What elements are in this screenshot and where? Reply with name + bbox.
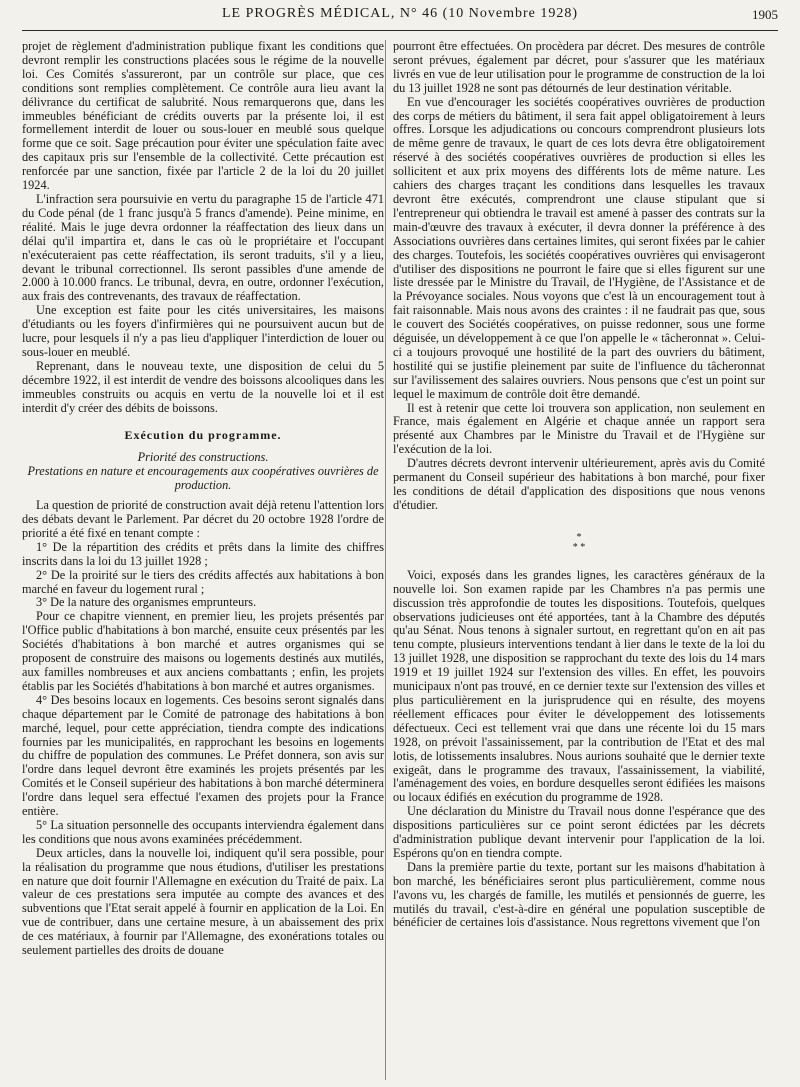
paragraph: Il est à retenir que cette loi trouvera son application, non seulement en France, mais également en Algérie et chaque année un rapport sera présenté aux Chambres par le Ministre du Travail et de l'Hygiène sur l'exécution de la loi.: [393, 400, 765, 457]
paragraph: Reprenant, dans le nouveau texte, une disposition de celui du 5 décembre 1922, il est interdit de vendre des boissons alcooliques dans les immeubles construits ou acquis en vertu de la nouvelle loi et il est interdit d'y créer des débits de boissons.: [22, 358, 384, 415]
paragraph: L'infraction sera poursuivie en vertu du paragraphe 15 de l'article 471 du Code pénal (de 1 franc jusqu'à 5 francs d'amende). Peine minime, en réalité. Mais le juge devra ordonner la réaffectation des lieux dans un délai qu'il impartira et, dans le cas où le propriétaire et l'occupant n'exécuteraient pas cette réaffectation, ils seront traduits, s'il y a lieu, devant le tribunal correctionnel. Ils seront passibles d'une amende de 2.000 à 10.000 francs. Le tribunal, devra, en outre, ordonner l'exécution, aux frais des contrevenants, des travaux de réaffectation.: [22, 191, 384, 304]
section-separator: [393, 533, 765, 553]
paragraph: Deux articles, dans la nouvelle loi, indiquent qu'il sera possible, pour la réalisation du programme que nous étudions, d'utiliser les prestations en nature que doit fournir l'Allemagne en exécution du Traité de paix. La valeur de ces prestations sera imputée au compte des avances et des subventions que l'Etat serait appelé à fournir en application de la Loi. En vue de contribuer, dans une certaine mesure, à un abaissement des prix de ces matériaux, à fournir par l'Allemagne, des exonérations totales ou seulement partielles des droits de douane: [22, 845, 384, 958]
paragraph: pourront être effectuées. On procèdera par décret. Des mesures de contrôle seront prévues, également par décret, pour s'assurer que les matériaux livrés en vue de leur utilisation pour le programme de construction de la loi du 13 juillet 1928 ne sont pas détournés de leur destination véritable.: [393, 39, 765, 95]
list-item: 3° De la nature des organismes emprunteurs.: [36, 595, 257, 610]
paragraph: Une déclaration du Ministre du Travail nous donne l'espérance que des dispositions particulières sur ce point seront édictées par les décrets d'administration publique devant intervenir pour l'application de la loi. Espérons qu'on en tiendra compte.: [393, 804, 765, 860]
page-number: 1905: [752, 7, 778, 22]
paragraph: projet de règlement d'administration publique fixant les conditions que devront remplir les constructions placées sous le régime de la nouvelle loi. Ces Comités s'assureront, par un contrôle sur place, que ces conditions sont remplies complètement. Ce contrôle aura lieu avant la délivrance du certificat de salubrité. Nous remarquerons que, dans les immeubles bénéficiant de crédits ouverts par la présente loi, il est formellement interdit de louer ou sous-louer en meublé sous quelque forme que ce soit. Sage précaution pour éviter une spéculation faite avec des capitaux pris sur l'ensemble de la collectivité. Cette précaution est renforcée par une sanction, fixée par l'article 2 de la loi du 20 juillet 1924.: [22, 39, 384, 193]
right-column: [393, 40, 765, 930]
separator-star: *: [576, 531, 582, 543]
paragraph: D'autres décrets devront intervenir ultérieurement, après avis du Comité permanent du Conseil supérieur des habitations à bon marché, pour fixer les conditions de détail d'application des dispositions que nous venons d'étudier.: [393, 456, 765, 512]
paragraph: Voici, exposés dans les grandes lignes, les caractères généraux de la nouvelle loi. Son examen rapide par les Chambres n'a pas permis une discussion très approfondie de toutes les dispositions. Toutefois, quelques observations judicieuses ont été apportées, tant à la Chambre des députés qu'au Sénat. Nous tenons à signaler surtout, en regrettant qu'on en ait pas tenu compte, plusieurs interventions tendant à lier dans le texte de la loi du 13 juillet 1928, une disposition se rapprochant du texte des lois du 14 mars 1919 et 19 juillet 1924 sur l'extension des villes. En effet, les pouvoirs municipaux n'ont pas trouvé, en ce dernier texte sur l'extension des villes et plus particulièrement en la jurisprudence qui en résulte, des moyens réellement efficaces pour éviter le développement des lotissements défectueux. Ceci est tellement vrai que dans une récente loi du 15 mars 1928, on prévoit l'assainissement, par la contribution de l'Etat et des mal lotis, de lotissements insalubres. Nous aurions souhaité que le dernier texte exigeât, dans le programme des travaux, l'assainissement, la viabilité, l'aménagement des voies, en bordure desquelles seront édifiées les maisons ou locaux édifiés en exécution du programme de 1928.: [393, 567, 765, 805]
paragraph: Une exception est faite pour les cités universitaires, les maisons d'étudiants ou les foyers d'infirmières qui ne poursuivent aucun but de lucre, pour lesquels il n'y a pas lieu d'appliquer l'interdiction de louer ou sous-louer en meublé.: [22, 303, 384, 359]
header-rule: [22, 30, 778, 31]
paragraph: La question de priorité de construction avait déjà retenu l'attention lors des débats devant le Parlement. Par décret du 20 octobre 1928 l'ordre de priorité a été fixé en tenant compte :: [22, 498, 384, 540]
column-divider: [385, 40, 386, 1080]
journal-title: LE PROGRÈS MÉDICAL, N° 46 (10 Novembre 1928): [221, 6, 579, 21]
section-title: Exécution du programme.: [124, 428, 282, 443]
list-item: 1° De la répartition des crédits et prêts dans la limite des chiffres inscrits dans la loi du 13 juillet 1928 ;: [22, 539, 384, 568]
subsection-title: Priorité des constructions.: [137, 450, 269, 465]
left-column: [22, 40, 384, 958]
separator-stars: * *: [572, 541, 586, 553]
list-item: 5° La situation personnelle des occupants interviendra également dans les conditions que nous avons examinées précédemment.: [22, 817, 384, 846]
running-header: [22, 6, 778, 28]
paragraph: Dans la première partie du texte, portant sur les maisons d'habitation à bon marché, les bénéficiaires seront plus particulièrement, comme nous l'avons vu, les chargés de famille, les mutilés et pensionnés de guerre, les mutilés du travail, c'est-à-dire en général une population susceptible de bénéficier de certaines lois d'assistance. Nous regrettons vivement que l'on: [393, 859, 765, 930]
paragraph: En vue d'encourager les sociétés coopératives ouvrières de production des corps de métiers du bâtiment, il sera fait appel obligatoirement à leurs offres. Lorsque les adjudications ou concours comprendront plusieurs lots de même genre de travaux, le quart de ces lots devra être obligatoirement réservé à des sociétés coopératives ouvrières de production si elles les sollicitent et aux prix moyens des différents lots de même nature. Les cahiers des charges traçant les conditions dans lesquelles les travaux devront être exécutés, comprendront une clause stipulant que si l'entrepreneur qui obtiendra le travail est amené à passer des contrats sur la main-d'œuvre des travaux à exécuter, il devra donner la préférence à des Associations ouvrières dans certaines limites, qui seront fixées par le cahier des charges. Toutefois, les sociétés coopératives ouvrières qui envisageront d'utiliser des dispositions ne pourront le faire que si elles figurent sur une liste dressée par le Ministre du Travail, de l'Hygiène, de l'Assistance et de la Prévoyance sociales. Nous voyons que c'est là un encouragement tout à fait raisonnable. Mais nous avons des craintes : il ne faudrait pas que, sous le couvert des Sociétés coopératives, on puisse redonner, sous une forme déguisée, un développement à ce que l'on appelle le « tâcheronnat ». Celui-ci a toujours provoqué une hostilité de la part des ouvriers du bâtiment, hostilité qui se justifie pleinement par suite de l'influence du tâcheronnat sur l'avilissement des salaires ouvriers. Nous pensons que c'est un point sur lequel le maximum de contrôle doit être demandé.: [393, 94, 765, 401]
list-item: 2° De la proirité sur le tiers des crédits affectés aux habitations à bon marché en faveur du logement rural ;: [22, 567, 384, 596]
subsection-title: Prestations en nature et encouragements aux coopératives ouvrières de production.: [27, 464, 379, 493]
paragraph: Pour ce chapitre viennent, en premier lieu, les projets présentés par l'Office public d'habitations à bon marché, ensuite ceux présentés par les Sociétés d'habitations à bon marché et autres organismes qui se proposent de construire des maisons ou logements destinés aux mutilés, aux familles nombreuses et aux anciens combattants ; enfin, les projets établis par les Sociétés d'habitations à bon marché et autres organismes.: [22, 609, 384, 693]
list-item: 4° Des besoins locaux en logements. Ces besoins seront signalés dans chaque département par le Comité de patronage des habitations à bon marché, lequel, pour cette appréciation, tiendra compte des indications fournies par les municipalités, en rapprochant les besoins en logements du chiffre de population des communes. Le Préfet donnera, son avis sur l'ordre dans lequel devront être examinés les projets présentés par les Comités et le Conseil supérieur des habitations à bon marché déterminera l'ordre dans lequel sera effectué l'examen des projets pour la France entière.: [22, 692, 384, 819]
